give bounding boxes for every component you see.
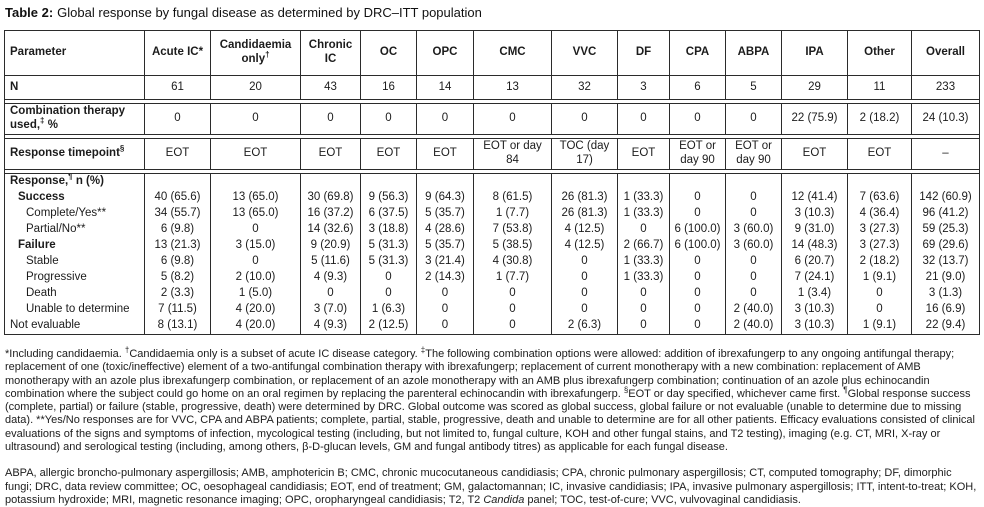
cell-success-cmc: 8 (61.5): [474, 190, 552, 206]
row-label-death: Death: [5, 286, 145, 302]
column-header-acute-ic: Acute IC*: [145, 31, 211, 76]
column-header-ipa: IPA: [782, 31, 848, 76]
cell-n-vvc: 32: [552, 76, 618, 100]
column-header-opc: OPC: [417, 31, 474, 76]
cell-unable-to-determine-oc: 1 (6.3): [361, 302, 417, 318]
table-row-complete-yes: [5, 206, 980, 222]
cell-death-candidaemia-only: 1 (5.0): [211, 286, 301, 302]
cell-response-n-chronic-ic: [301, 174, 361, 191]
column-header-chronic-ic: Chronic IC: [301, 31, 361, 76]
cell-complete-yes-df: 1 (33.3): [618, 206, 670, 222]
cell-success-ipa: 12 (41.4): [782, 190, 848, 206]
cell-stable-overall: 32 (13.7): [912, 254, 980, 270]
table-row-failure: [5, 238, 980, 254]
cell-combination-therapy-used-opc: 0: [417, 104, 474, 135]
cell-unable-to-determine-df: 0: [618, 302, 670, 318]
cell-unable-to-determine-cpa: 0: [670, 302, 726, 318]
row-label-partial-no: Partial/No**: [5, 222, 145, 238]
cell-unable-to-determine-chronic-ic: 3 (7.0): [301, 302, 361, 318]
cell-success-vvc: 26 (81.3): [552, 190, 618, 206]
cell-n-oc: 16: [361, 76, 417, 100]
cell-success-acute-ic: 40 (65.6): [145, 190, 211, 206]
footnote-abbreviations: ABPA, allergic broncho-pulmonary aspergillosis; AMB, amphotericin B; CMC, chronic mucocutaneous candidiasis; CPA, chronic pulmonary aspergillosis; CT, computed tomography; DF, dimorphic fungi; DRC, data review committee; OC, oesophageal candidiasis; EOT, end of treatment; GM, galactomannan; IC, invasive candidiasis; IPA, invasive pulmonary aspergillosis; ITT, intent-to-treat; KOH, potassium hydroxide; MRI, magnetic resonance imaging; OPC, oropharyngeal candidiasis; T2, T2 Candida panel; TOC, test-of-cure; VVC, vulvovaginal candidiasis.: [5, 467, 977, 506]
cell-not-evaluable-candidaemia-only: 4 (20.0): [211, 318, 301, 335]
cell-failure-chronic-ic: 9 (20.9): [301, 238, 361, 254]
cell-response-n-abpa: [726, 174, 782, 191]
cell-combination-therapy-used-cpa: 0: [670, 104, 726, 135]
cell-progressive-ipa: 7 (24.1): [782, 270, 848, 286]
row-label-success: Success: [5, 190, 145, 206]
cell-stable-opc: 3 (21.4): [417, 254, 474, 270]
cell-response-timepoint-ipa: EOT: [782, 139, 848, 170]
cell-complete-yes-opc: 5 (35.7): [417, 206, 474, 222]
cell-complete-yes-oc: 6 (37.5): [361, 206, 417, 222]
cell-complete-yes-chronic-ic: 16 (37.2): [301, 206, 361, 222]
cell-response-timepoint-opc: EOT: [417, 139, 474, 170]
cell-response-timepoint-cpa: EOT or day 90: [670, 139, 726, 170]
cell-failure-vvc: 4 (12.5): [552, 238, 618, 254]
cell-complete-yes-acute-ic: 34 (55.7): [145, 206, 211, 222]
cell-not-evaluable-other: 1 (9.1): [848, 318, 912, 335]
cell-progressive-other: 1 (9.1): [848, 270, 912, 286]
row-label-stable: Stable: [5, 254, 145, 270]
cell-stable-other: 2 (18.2): [848, 254, 912, 270]
table-row-success: [5, 190, 980, 206]
column-header-overall: Overall: [912, 31, 980, 76]
cell-unable-to-determine-overall: 16 (6.9): [912, 302, 980, 318]
cell-combination-therapy-used-ipa: 22 (75.9): [782, 104, 848, 135]
table-row-progressive: [5, 270, 980, 286]
table-row-response-n: [5, 174, 980, 191]
column-header-vvc: VVC: [552, 31, 618, 76]
cell-not-evaluable-cpa: 0: [670, 318, 726, 335]
cell-response-timepoint-candidaemia-only: EOT: [211, 139, 301, 170]
footnote-methods: *Including candidaemia. †Candidaemia only is a subset of acute IC disease category. ‡The following combination options were allowed: addition of ibrexafungerp to any ongoing antifungal therapy; replacement of one (toxic/ineffective) element of a two-antifungal combination therapy with ibrexafungerp; replacement of current monotherapy with a new combination: replacement of AMB monotherapy with an azole plus ibrexafungerp combination, or replacement of an azole monotherapy with an AMB plus ibrexafungerp combination; continuation of an azole plus echinocandin combination where the subject could go home on an oral regimen by replacing the parenteral echinocandin with ibrexafungerp. §EOT or day specified, whichever came first. ¶Global response success (complete, partial) or failure (stable, progressive, death) were determined by DRC. Global outcome was scored as global success, global failure or not evaluable (unable to determine due to missing data). **Yes/No responses are for VVC, CPA and ABPA patients; complete, partial, stable, progressive, death and unable to determine are for all other patients. Efficacy evaluations consisted of clinical evaluations of the signs and symptoms of infection, mycological testing (including, but not limited to, fungal culture, KOH and other fungal stains, and T2 testing), imaging (e.g. CT, MRI, X-ray or ultrasound) and serological testing (including, among others, β-D-glucan levels, GM and fungal antibody titres) as applicable for each fungal disease.: [5, 345, 975, 454]
cell-failure-cpa: 6 (100.0): [670, 238, 726, 254]
cell-partial-no-overall: 59 (25.3): [912, 222, 980, 238]
response-table: [4, 30, 980, 335]
cell-success-candidaemia-only: 13 (65.0): [211, 190, 301, 206]
cell-not-evaluable-chronic-ic: 4 (9.3): [301, 318, 361, 335]
row-label-response-n: Response,¶ n (%): [5, 174, 145, 191]
cell-n-chronic-ic: 43: [301, 76, 361, 100]
cell-response-timepoint-df: EOT: [618, 139, 670, 170]
cell-success-chronic-ic: 30 (69.8): [301, 190, 361, 206]
cell-n-opc: 14: [417, 76, 474, 100]
column-header-cmc: CMC: [474, 31, 552, 76]
cell-success-other: 7 (63.6): [848, 190, 912, 206]
cell-n-overall: 233: [912, 76, 980, 100]
cell-death-acute-ic: 2 (3.3): [145, 286, 211, 302]
cell-stable-ipa: 6 (20.7): [782, 254, 848, 270]
table-row-n: [5, 76, 980, 100]
cell-not-evaluable-cmc: 0: [474, 318, 552, 335]
cell-combination-therapy-used-cmc: 0: [474, 104, 552, 135]
row-label-n: N: [5, 76, 145, 100]
cell-response-n-cpa: [670, 174, 726, 191]
cell-partial-no-candidaemia-only: 0: [211, 222, 301, 238]
cell-n-abpa: 5: [726, 76, 782, 100]
cell-stable-vvc: 0: [552, 254, 618, 270]
cell-combination-therapy-used-acute-ic: 0: [145, 104, 211, 135]
cell-stable-chronic-ic: 5 (11.6): [301, 254, 361, 270]
cell-response-timepoint-oc: EOT: [361, 139, 417, 170]
cell-progressive-df: 1 (33.3): [618, 270, 670, 286]
row-label-not-evaluable: Not evaluable: [5, 318, 145, 335]
cell-death-chronic-ic: 0: [301, 286, 361, 302]
cell-complete-yes-cmc: 1 (7.7): [474, 206, 552, 222]
row-label-failure: Failure: [5, 238, 145, 254]
cell-success-overall: 142 (60.9): [912, 190, 980, 206]
column-header-cpa: CPA: [670, 31, 726, 76]
cell-response-timepoint-cmc: EOT or day 84: [474, 139, 552, 170]
cell-success-df: 1 (33.3): [618, 190, 670, 206]
cell-response-n-df: [618, 174, 670, 191]
cell-combination-therapy-used-chronic-ic: 0: [301, 104, 361, 135]
cell-failure-oc: 5 (31.3): [361, 238, 417, 254]
table-title: [5, 5, 980, 20]
table-number: Table 2:: [5, 5, 54, 20]
table-header-row: [5, 31, 980, 76]
cell-response-n-cmc: [474, 174, 552, 191]
cell-failure-overall: 69 (29.6): [912, 238, 980, 254]
cell-not-evaluable-oc: 2 (12.5): [361, 318, 417, 335]
cell-n-cpa: 6: [670, 76, 726, 100]
cell-partial-no-vvc: 4 (12.5): [552, 222, 618, 238]
cell-response-timepoint-chronic-ic: EOT: [301, 139, 361, 170]
cell-response-n-oc: [361, 174, 417, 191]
table-caption: Global response by fungal disease as determined by DRC–ITT population: [57, 5, 482, 20]
table-row-not-evaluable: [5, 318, 980, 335]
cell-failure-cmc: 5 (38.5): [474, 238, 552, 254]
cell-stable-acute-ic: 6 (9.8): [145, 254, 211, 270]
cell-not-evaluable-df: 0: [618, 318, 670, 335]
cell-n-cmc: 13: [474, 76, 552, 100]
cell-progressive-cmc: 1 (7.7): [474, 270, 552, 286]
cell-death-opc: 0: [417, 286, 474, 302]
cell-partial-no-ipa: 9 (31.0): [782, 222, 848, 238]
cell-not-evaluable-ipa: 3 (10.3): [782, 318, 848, 335]
cell-stable-oc: 5 (31.3): [361, 254, 417, 270]
cell-death-cmc: 0: [474, 286, 552, 302]
cell-failure-candidaemia-only: 3 (15.0): [211, 238, 301, 254]
cell-n-df: 3: [618, 76, 670, 100]
cell-partial-no-abpa: 3 (60.0): [726, 222, 782, 238]
column-header-other: Other: [848, 31, 912, 76]
cell-response-n-overall: [912, 174, 980, 191]
row-label-combination-therapy-used: Combination therapy used,‡ %: [5, 104, 145, 135]
column-header-oc: OC: [361, 31, 417, 76]
cell-death-vvc: 0: [552, 286, 618, 302]
row-label-unable-to-determine: Unable to determine: [5, 302, 145, 318]
cell-partial-no-chronic-ic: 14 (32.6): [301, 222, 361, 238]
cell-not-evaluable-abpa: 2 (40.0): [726, 318, 782, 335]
cell-response-n-vvc: [552, 174, 618, 191]
cell-complete-yes-candidaemia-only: 13 (65.0): [211, 206, 301, 222]
row-label-response-timepoint: Response timepoint§: [5, 139, 145, 170]
cell-complete-yes-abpa: 0: [726, 206, 782, 222]
cell-partial-no-cmc: 7 (53.8): [474, 222, 552, 238]
cell-not-evaluable-acute-ic: 8 (13.1): [145, 318, 211, 335]
cell-progressive-chronic-ic: 4 (9.3): [301, 270, 361, 286]
cell-not-evaluable-vvc: 2 (6.3): [552, 318, 618, 335]
cell-response-timepoint-acute-ic: EOT: [145, 139, 211, 170]
cell-partial-no-other: 3 (27.3): [848, 222, 912, 238]
table-row-stable: [5, 254, 980, 270]
cell-death-overall: 3 (1.3): [912, 286, 980, 302]
table-row-death: [5, 286, 980, 302]
cell-unable-to-determine-opc: 0: [417, 302, 474, 318]
cell-n-acute-ic: 61: [145, 76, 211, 100]
table-body: [5, 76, 980, 335]
cell-unable-to-determine-acute-ic: 7 (11.5): [145, 302, 211, 318]
cell-partial-no-df: 0: [618, 222, 670, 238]
cell-stable-df: 1 (33.3): [618, 254, 670, 270]
cell-death-ipa: 1 (3.4): [782, 286, 848, 302]
cell-death-cpa: 0: [670, 286, 726, 302]
cell-progressive-candidaemia-only: 2 (10.0): [211, 270, 301, 286]
cell-death-abpa: 0: [726, 286, 782, 302]
cell-response-n-acute-ic: [145, 174, 211, 191]
cell-combination-therapy-used-oc: 0: [361, 104, 417, 135]
cell-progressive-cpa: 0: [670, 270, 726, 286]
cell-n-other: 11: [848, 76, 912, 100]
table-row-combination-therapy-used: [5, 104, 980, 135]
cell-response-n-other: [848, 174, 912, 191]
table-row-response-timepoint: [5, 139, 980, 170]
cell-partial-no-oc: 3 (18.8): [361, 222, 417, 238]
cell-progressive-overall: 21 (9.0): [912, 270, 980, 286]
cell-combination-therapy-used-vvc: 0: [552, 104, 618, 135]
cell-combination-therapy-used-overall: 24 (10.3): [912, 104, 980, 135]
cell-stable-candidaemia-only: 0: [211, 254, 301, 270]
cell-stable-cpa: 0: [670, 254, 726, 270]
cell-response-timepoint-vvc: TOC (day 17): [552, 139, 618, 170]
cell-failure-abpa: 3 (60.0): [726, 238, 782, 254]
cell-not-evaluable-opc: 0: [417, 318, 474, 335]
cell-success-abpa: 0: [726, 190, 782, 206]
cell-complete-yes-ipa: 3 (10.3): [782, 206, 848, 222]
cell-progressive-acute-ic: 5 (8.2): [145, 270, 211, 286]
cell-progressive-abpa: 0: [726, 270, 782, 286]
cell-stable-cmc: 4 (30.8): [474, 254, 552, 270]
cell-partial-no-opc: 4 (28.6): [417, 222, 474, 238]
cell-combination-therapy-used-abpa: 0: [726, 104, 782, 135]
cell-combination-therapy-used-candidaemia-only: 0: [211, 104, 301, 135]
cell-progressive-opc: 2 (14.3): [417, 270, 474, 286]
cell-failure-opc: 5 (35.7): [417, 238, 474, 254]
cell-success-oc: 9 (56.3): [361, 190, 417, 206]
cell-combination-therapy-used-df: 0: [618, 104, 670, 135]
cell-complete-yes-vvc: 26 (81.3): [552, 206, 618, 222]
row-label-progressive: Progressive: [5, 270, 145, 286]
cell-stable-abpa: 0: [726, 254, 782, 270]
cell-death-df: 0: [618, 286, 670, 302]
cell-unable-to-determine-ipa: 3 (10.3): [782, 302, 848, 318]
cell-unable-to-determine-other: 0: [848, 302, 912, 318]
cell-progressive-vvc: 0: [552, 270, 618, 286]
table-row-partial-no: [5, 222, 980, 238]
cell-n-ipa: 29: [782, 76, 848, 100]
cell-complete-yes-cpa: 0: [670, 206, 726, 222]
cell-partial-no-cpa: 6 (100.0): [670, 222, 726, 238]
row-label-complete-yes: Complete/Yes**: [5, 206, 145, 222]
cell-failure-df: 2 (66.7): [618, 238, 670, 254]
cell-partial-no-acute-ic: 6 (9.8): [145, 222, 211, 238]
cell-response-timepoint-abpa: EOT or day 90: [726, 139, 782, 170]
cell-success-opc: 9 (64.3): [417, 190, 474, 206]
cell-response-n-ipa: [782, 174, 848, 191]
table-row-unable-to-determine: [5, 302, 980, 318]
cell-unable-to-determine-candidaemia-only: 4 (20.0): [211, 302, 301, 318]
cell-response-timepoint-overall: –: [912, 139, 980, 170]
cell-success-cpa: 0: [670, 190, 726, 206]
cell-n-candidaemia-only: 20: [211, 76, 301, 100]
cell-death-oc: 0: [361, 286, 417, 302]
cell-failure-acute-ic: 13 (21.3): [145, 238, 211, 254]
cell-not-evaluable-overall: 22 (9.4): [912, 318, 980, 335]
cell-unable-to-determine-abpa: 2 (40.0): [726, 302, 782, 318]
cell-unable-to-determine-cmc: 0: [474, 302, 552, 318]
cell-failure-ipa: 14 (48.3): [782, 238, 848, 254]
cell-failure-other: 3 (27.3): [848, 238, 912, 254]
cell-response-n-candidaemia-only: [211, 174, 301, 191]
cell-progressive-oc: 0: [361, 270, 417, 286]
cell-death-other: 0: [848, 286, 912, 302]
cell-complete-yes-other: 4 (36.4): [848, 206, 912, 222]
column-header-abpa: ABPA: [726, 31, 782, 76]
cell-response-timepoint-other: EOT: [848, 139, 912, 170]
cell-unable-to-determine-vvc: 0: [552, 302, 618, 318]
column-header-parameter: Parameter: [5, 31, 145, 76]
table-header: [5, 31, 980, 76]
cell-response-n-opc: [417, 174, 474, 191]
column-header-df: DF: [618, 31, 670, 76]
column-header-candidaemia-only: Candidaemia only†: [211, 31, 301, 76]
cell-complete-yes-overall: 96 (41.2): [912, 206, 980, 222]
cell-combination-therapy-used-other: 2 (18.2): [848, 104, 912, 135]
